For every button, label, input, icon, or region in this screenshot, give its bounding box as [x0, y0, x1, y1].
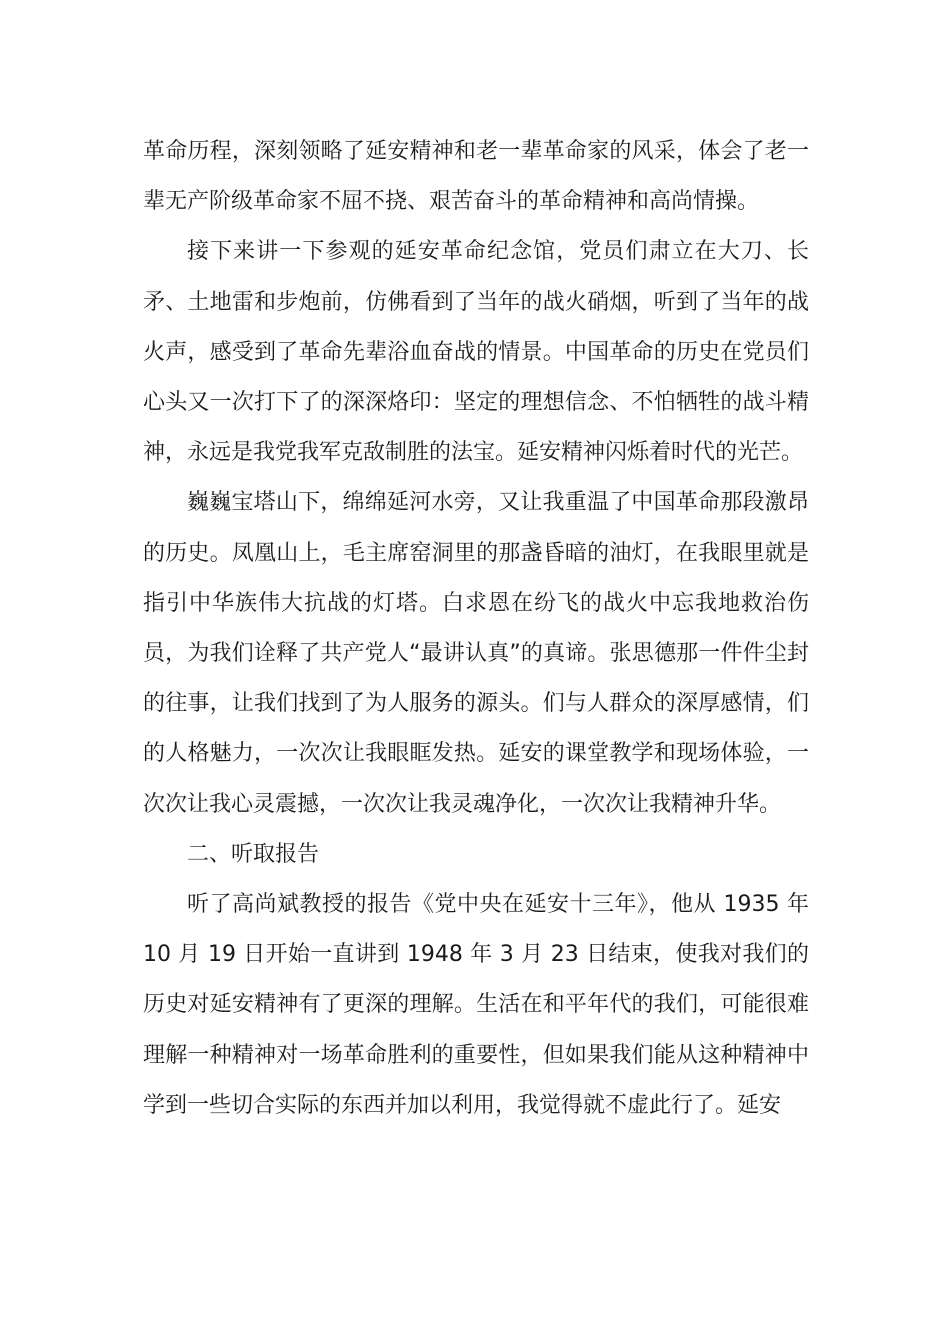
paragraph-baota-mountain: 巍巍宝塔山下，绵绵延河水旁，又让我重温了中国革命那段激昂的历史。凤凰山上，毛主席窑洞里的那盏昏暗的油灯，在我眼里就是指引中华族伟大抗战的灯塔。白求恩在纷飞的战火中忘我地救治伤员，为我们诠释了共产党人“最讲认真”的真谛。张思德那一件件尘封的往事，让我们找到了为人服务的源头。们与人群众的深厚感情，们的人格魅力，一次次让我眼眶发热。延安的课堂教学和现场体验，一次次让我心灵震撼，一次次让我灵魂净化，一次次让我精神升华。: [143, 490, 809, 817]
paragraph-memorial-hall: 接下来讲一下参观的延安革命纪念馆，党员们肃立在大刀、长矛、土地雷和步炮前，仿佛看到了当年的战火硝烟，听到了当年的战火声，感受到了革命先辈浴血奋战的情景。中国革命的历史在党员们心头又一次打下了的深深烙印：坚定的理想信念、不怕牺牲的战斗精神，永远是我党我军克敌制胜的法宝。延安精神闪烁着时代的光芒。: [143, 239, 809, 466]
paragraph-continued: 革命历程，深刻领略了延安精神和老一辈革命家的风采，体会了老一辈无产阶级革命家不屈不挠、艰苦奋斗的革命精神和高尚情操。: [143, 139, 809, 215]
section-heading-report: 二、听取报告: [187, 841, 320, 867]
paragraph-report: 听了高尚斌教授的报告《党中央在延安十三年》，他从 1935 年 10 月 19 日开始一直讲到 1948 年 3 月 23 日结束，使我对我们的历史对延安精神有了更深的理解。生活在和平年代的我们，可能很难理解一种精神对一场革命胜利的重要性，但如果我们能从这种精神中学到一些切合实际的东西并加以利用，我觉得就不虚此行了。延安: [143, 892, 809, 1118]
document-body: [143, 127, 809, 1131]
